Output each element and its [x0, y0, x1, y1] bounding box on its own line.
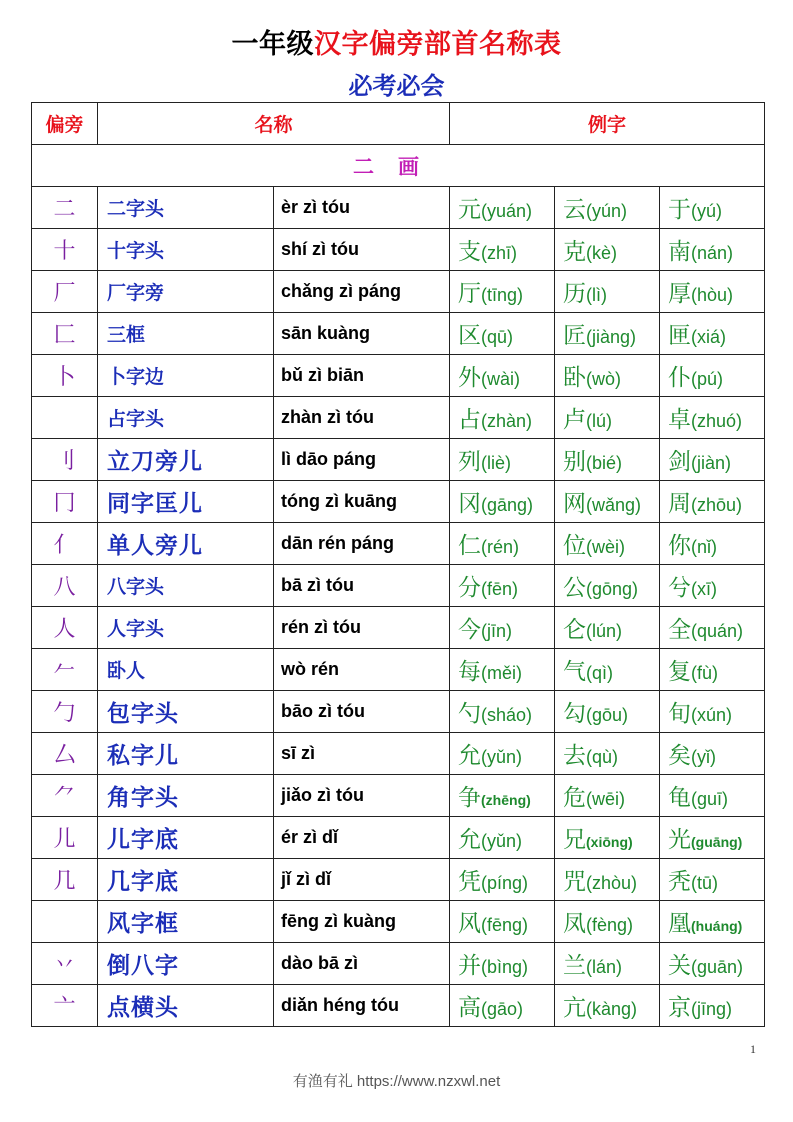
example-character: 网: [563, 491, 587, 517]
radical-cell: 丷: [32, 943, 98, 985]
radical-pinyin-cell: shí zì tóu: [274, 229, 450, 271]
example-cell: [660, 607, 765, 649]
radical-cell: 几: [32, 859, 98, 901]
radical-name-cell: 立刀旁儿: [98, 439, 274, 481]
radical-pinyin-cell: tóng zì kuāng: [274, 481, 450, 523]
example-pinyin: (píng): [481, 873, 529, 893]
example-cell: [555, 817, 660, 859]
example-cell: [450, 187, 555, 229]
example-cell: [660, 439, 765, 481]
example-character: 秃: [668, 869, 692, 895]
radical-pinyin-cell: chǎng zì páng: [274, 271, 450, 313]
radical-cell: 二: [32, 187, 98, 229]
radical-name-cell: 儿字底: [98, 817, 274, 859]
example-pinyin: (gōu): [586, 705, 629, 725]
radical-pinyin-cell: bǔ zì biān: [274, 355, 450, 397]
example-character: 南: [668, 239, 692, 265]
example-cell: [660, 733, 765, 775]
example-pinyin: (zhòu): [586, 873, 638, 893]
example-cell: [660, 187, 765, 229]
example-character: 兰: [563, 953, 587, 979]
example-character: 匣: [668, 323, 692, 349]
example-pinyin: (xiōng): [586, 834, 633, 850]
example-cell: [660, 313, 765, 355]
example-cell: [555, 187, 660, 229]
radical-cell: [32, 901, 98, 943]
radical-name-cell: 卜字边: [98, 355, 274, 397]
example-character: 仑: [563, 617, 587, 643]
example-cell: [450, 271, 555, 313]
example-character: 厅: [458, 281, 482, 307]
radical-cell: [32, 397, 98, 439]
example-character: 周: [668, 491, 692, 517]
table-row: [32, 607, 765, 649]
example-character: 厚: [668, 281, 692, 307]
radical-pinyin-cell: fēng zì kuàng: [274, 901, 450, 943]
table-row: [32, 187, 765, 229]
radical-name-cell: 占字头: [98, 397, 274, 439]
table-row: [32, 943, 765, 985]
page-title: [0, 22, 793, 61]
radical-cell: 匚: [32, 313, 98, 355]
example-cell: [660, 355, 765, 397]
example-cell: [555, 859, 660, 901]
header-examples: 例字: [450, 103, 765, 145]
example-cell: [555, 355, 660, 397]
example-pinyin: (yuán): [481, 201, 533, 221]
example-cell: [450, 733, 555, 775]
radical-pinyin-cell: diǎn héng tóu: [274, 985, 450, 1027]
example-cell: [450, 859, 555, 901]
example-pinyin: (huáng): [691, 918, 743, 934]
example-cell: [660, 985, 765, 1027]
example-cell: [555, 481, 660, 523]
example-cell: [660, 775, 765, 817]
example-cell: [555, 901, 660, 943]
example-pinyin: (qù): [586, 747, 619, 767]
table-row: [32, 271, 765, 313]
example-character: 公: [563, 575, 587, 601]
example-character: 冈: [458, 491, 482, 517]
example-pinyin: (kè): [586, 243, 618, 263]
example-cell: [450, 229, 555, 271]
radical-cell: 亻: [32, 523, 98, 565]
example-character: 今: [458, 617, 482, 643]
example-pinyin: (wǎng): [586, 495, 642, 515]
example-pinyin: (yú): [691, 201, 723, 221]
example-character: 允: [458, 743, 482, 769]
example-character: 每: [458, 659, 482, 685]
example-character: 去: [563, 743, 587, 769]
example-pinyin: (yǔn): [481, 747, 523, 767]
radical-pinyin-cell: zhàn zì tóu: [274, 397, 450, 439]
example-cell: [555, 397, 660, 439]
example-character: 仆: [668, 365, 692, 391]
radical-name-cell: 厂字旁: [98, 271, 274, 313]
example-character: 光: [668, 827, 692, 853]
radical-cell: 冂: [32, 481, 98, 523]
radical-name-cell: 三框: [98, 313, 274, 355]
table-row: [32, 313, 765, 355]
radical-pinyin-cell: èr zì tóu: [274, 187, 450, 229]
example-cell: [450, 775, 555, 817]
example-character: 区: [458, 323, 482, 349]
example-pinyin: (wēi): [586, 789, 626, 809]
title-grade: 一年级: [231, 29, 314, 60]
table-row: [32, 775, 765, 817]
example-cell: [450, 691, 555, 733]
header-name: 名称: [98, 103, 450, 145]
example-pinyin: (yún): [586, 201, 628, 221]
radical-name-cell: 同字匡儿: [98, 481, 274, 523]
radical-name-cell: 几字底: [98, 859, 274, 901]
example-character: 矣: [668, 743, 692, 769]
example-pinyin: (nǐ): [691, 537, 718, 557]
example-character: 复: [668, 659, 692, 685]
page-subtitle: 必考必会: [348, 72, 445, 100]
example-pinyin: (xī): [691, 579, 718, 599]
example-character: 卧: [563, 365, 587, 391]
example-character: 占: [458, 407, 482, 433]
example-cell: [660, 481, 765, 523]
table-row: [32, 649, 765, 691]
example-pinyin: (rén): [481, 537, 520, 557]
example-pinyin: (sháo): [481, 705, 533, 725]
radical-name-cell: 十字头: [98, 229, 274, 271]
example-pinyin: (lì): [586, 285, 608, 305]
example-character: 位: [563, 533, 587, 559]
example-pinyin: (lún): [586, 621, 623, 641]
table-row: [32, 859, 765, 901]
example-character: 剑: [668, 449, 692, 475]
example-character: 支: [458, 239, 482, 265]
example-pinyin: (zhàn): [481, 411, 533, 431]
example-pinyin: (xiá): [691, 327, 727, 347]
example-pinyin: (bié): [586, 453, 623, 473]
example-character: 卢: [563, 407, 587, 433]
example-cell: [555, 271, 660, 313]
table-row: [32, 481, 765, 523]
example-character: 匠: [563, 323, 587, 349]
example-character: 云: [563, 197, 587, 223]
example-pinyin: (jīng): [691, 999, 733, 1019]
example-pinyin: (yǐ): [691, 747, 717, 767]
radical-cell: 刂: [32, 439, 98, 481]
radical-pinyin-cell: jiǎo zì tóu: [274, 775, 450, 817]
example-character: 于: [668, 197, 692, 223]
section-row: [32, 145, 765, 187]
example-cell: [555, 439, 660, 481]
radical-pinyin-cell: dān rén páng: [274, 523, 450, 565]
example-cell: [450, 397, 555, 439]
example-pinyin: (zhōu): [691, 495, 743, 515]
example-character: 允: [458, 827, 482, 853]
table-header-row: [32, 103, 765, 145]
radical-pinyin-cell: sān kuàng: [274, 313, 450, 355]
radical-name-cell: 二字头: [98, 187, 274, 229]
example-pinyin: (fù): [691, 663, 719, 683]
example-cell: [555, 775, 660, 817]
table-row: [32, 397, 765, 439]
radical-name-cell: 点横头: [98, 985, 274, 1027]
example-pinyin: (hòu): [691, 285, 734, 305]
example-cell: [450, 985, 555, 1027]
example-pinyin: (gāo): [481, 999, 524, 1019]
example-cell: [555, 733, 660, 775]
example-cell: [555, 565, 660, 607]
radical-pinyin-cell: ér zì dǐ: [274, 817, 450, 859]
radical-pinyin-cell: dào bā zì: [274, 943, 450, 985]
example-character: 卓: [668, 407, 692, 433]
example-cell: [660, 271, 765, 313]
table-row: [32, 439, 765, 481]
example-pinyin: (qì): [586, 663, 614, 683]
example-pinyin: (lán): [586, 957, 623, 977]
radical-cell: 厶: [32, 733, 98, 775]
radical-cell: 儿: [32, 817, 98, 859]
example-character: 京: [668, 995, 692, 1021]
example-pinyin: (fèng): [586, 915, 634, 935]
example-pinyin: (liè): [481, 453, 512, 473]
example-cell: [555, 229, 660, 271]
radical-name-cell: 包字头: [98, 691, 274, 733]
radical-cell: 十: [32, 229, 98, 271]
example-character: 风: [458, 911, 482, 937]
radical-pinyin-cell: bā zì tóu: [274, 565, 450, 607]
example-character: 高: [458, 995, 482, 1021]
example-cell: [660, 649, 765, 691]
example-pinyin: (zhēng): [481, 792, 531, 808]
example-character: 咒: [563, 869, 587, 895]
example-cell: [660, 859, 765, 901]
example-pinyin: (pú): [691, 369, 724, 389]
table-row: [32, 901, 765, 943]
example-character: 列: [458, 449, 482, 475]
example-cell: [555, 943, 660, 985]
radical-cell: 八: [32, 565, 98, 607]
example-pinyin: (xún): [691, 705, 733, 725]
example-character: 全: [668, 617, 692, 643]
example-character: 气: [563, 659, 587, 685]
example-pinyin: (lú): [586, 411, 613, 431]
radical-name-cell: 私字儿: [98, 733, 274, 775]
example-cell: [660, 817, 765, 859]
example-cell: [555, 607, 660, 649]
example-cell: [450, 607, 555, 649]
radical-pinyin-cell: jǐ zì dǐ: [274, 859, 450, 901]
example-cell: [660, 523, 765, 565]
radical-name-cell: 卧人: [98, 649, 274, 691]
example-character: 勾: [563, 701, 587, 727]
example-cell: [555, 313, 660, 355]
radical-pinyin-cell: lì dāo páng: [274, 439, 450, 481]
example-pinyin: (wò): [586, 369, 622, 389]
example-pinyin: (fēng): [481, 915, 529, 935]
radical-pinyin-cell: bāo zì tóu: [274, 691, 450, 733]
example-character: 危: [563, 785, 587, 811]
example-pinyin: (jīn): [481, 621, 513, 641]
example-character: 亢: [563, 995, 587, 1021]
example-cell: [450, 649, 555, 691]
example-pinyin: (tū): [691, 873, 719, 893]
example-pinyin: (wài): [481, 369, 521, 389]
example-pinyin: (jiàn): [691, 453, 732, 473]
example-pinyin: (jiàng): [586, 327, 637, 347]
example-pinyin: (guān): [691, 957, 744, 977]
table-row: [32, 817, 765, 859]
example-pinyin: (qū): [481, 327, 514, 347]
example-character: 关: [668, 953, 692, 979]
example-pinyin: (kàng): [586, 999, 638, 1019]
example-pinyin: (tīng): [481, 285, 524, 305]
example-cell: [660, 397, 765, 439]
radical-name-cell: 角字头: [98, 775, 274, 817]
example-cell: [555, 523, 660, 565]
example-cell: [660, 691, 765, 733]
example-character: 兮: [668, 575, 692, 601]
example-pinyin: (gāng): [481, 495, 534, 515]
table-row: [32, 229, 765, 271]
radical-pinyin-cell: sī zì: [274, 733, 450, 775]
example-pinyin: (wèi): [586, 537, 626, 557]
example-cell: [450, 313, 555, 355]
example-cell: [450, 817, 555, 859]
example-character: 别: [563, 449, 587, 475]
section-label: 二画: [32, 145, 765, 187]
example-character: 分: [458, 575, 482, 601]
example-pinyin: (bìng): [481, 957, 529, 977]
table-row: [32, 691, 765, 733]
radical-name-cell: 人字头: [98, 607, 274, 649]
radical-cell: 亠: [32, 985, 98, 1027]
example-cell: [450, 523, 555, 565]
example-cell: [450, 481, 555, 523]
example-cell: [450, 943, 555, 985]
radical-cell: 人: [32, 607, 98, 649]
example-character: 你: [668, 533, 692, 559]
example-pinyin: (guāng): [691, 834, 743, 850]
example-pinyin: (gōng): [586, 579, 639, 599]
example-character: 仁: [458, 533, 482, 559]
example-cell: [450, 901, 555, 943]
example-cell: [660, 229, 765, 271]
radical-table: [31, 102, 765, 1027]
table-row: [32, 355, 765, 397]
example-character: 勺: [458, 701, 482, 727]
table-row: [32, 565, 765, 607]
example-cell: [450, 439, 555, 481]
example-pinyin: (měi): [481, 663, 523, 683]
table-row: [32, 985, 765, 1027]
radical-pinyin-cell: wò rén: [274, 649, 450, 691]
example-cell: [450, 565, 555, 607]
page-number: 1: [750, 1042, 756, 1056]
example-character: 克: [563, 239, 587, 265]
example-character: 凤: [563, 911, 587, 937]
example-pinyin: (yǔn): [481, 831, 523, 851]
radical-cell: 勹: [32, 691, 98, 733]
radical-cell: 卜: [32, 355, 98, 397]
radical-cell: ⺈: [32, 775, 98, 817]
radical-cell: 厂: [32, 271, 98, 313]
title-main: 汉字偏旁部首名称表: [314, 29, 562, 60]
example-character: 龟: [668, 785, 692, 811]
example-cell: [660, 901, 765, 943]
example-cell: [450, 355, 555, 397]
example-pinyin: (fēn): [481, 579, 519, 599]
example-character: 元: [458, 197, 482, 223]
radical-cell: 𠂉: [32, 649, 98, 691]
example-character: 外: [458, 365, 482, 391]
example-pinyin: (zhuó): [691, 411, 743, 431]
radical-name-cell: 倒八字: [98, 943, 274, 985]
example-pinyin: (nán): [691, 243, 734, 263]
example-cell: [555, 985, 660, 1027]
example-cell: [660, 943, 765, 985]
radical-name-cell: 八字头: [98, 565, 274, 607]
example-character: 历: [563, 281, 587, 307]
example-character: 凭: [458, 869, 482, 895]
example-character: 旬: [668, 701, 692, 727]
example-character: 兄: [563, 827, 587, 853]
example-cell: [555, 649, 660, 691]
table-row: [32, 523, 765, 565]
example-character: 凰: [668, 911, 692, 937]
example-character: 争: [458, 785, 482, 811]
header-radical: 偏旁: [32, 103, 98, 145]
radical-name-cell: 单人旁儿: [98, 523, 274, 565]
example-pinyin: (guī): [691, 789, 729, 809]
radical-name-cell: 风字框: [98, 901, 274, 943]
example-pinyin: (quán): [691, 621, 744, 641]
footer-watermark: 有渔有礼 https://www.nzxwl.net: [292, 1073, 501, 1090]
table-row: [32, 733, 765, 775]
radical-pinyin-cell: rén zì tóu: [274, 607, 450, 649]
example-cell: [555, 691, 660, 733]
example-cell: [660, 565, 765, 607]
example-character: 并: [458, 953, 482, 979]
example-pinyin: (zhī): [481, 243, 518, 263]
